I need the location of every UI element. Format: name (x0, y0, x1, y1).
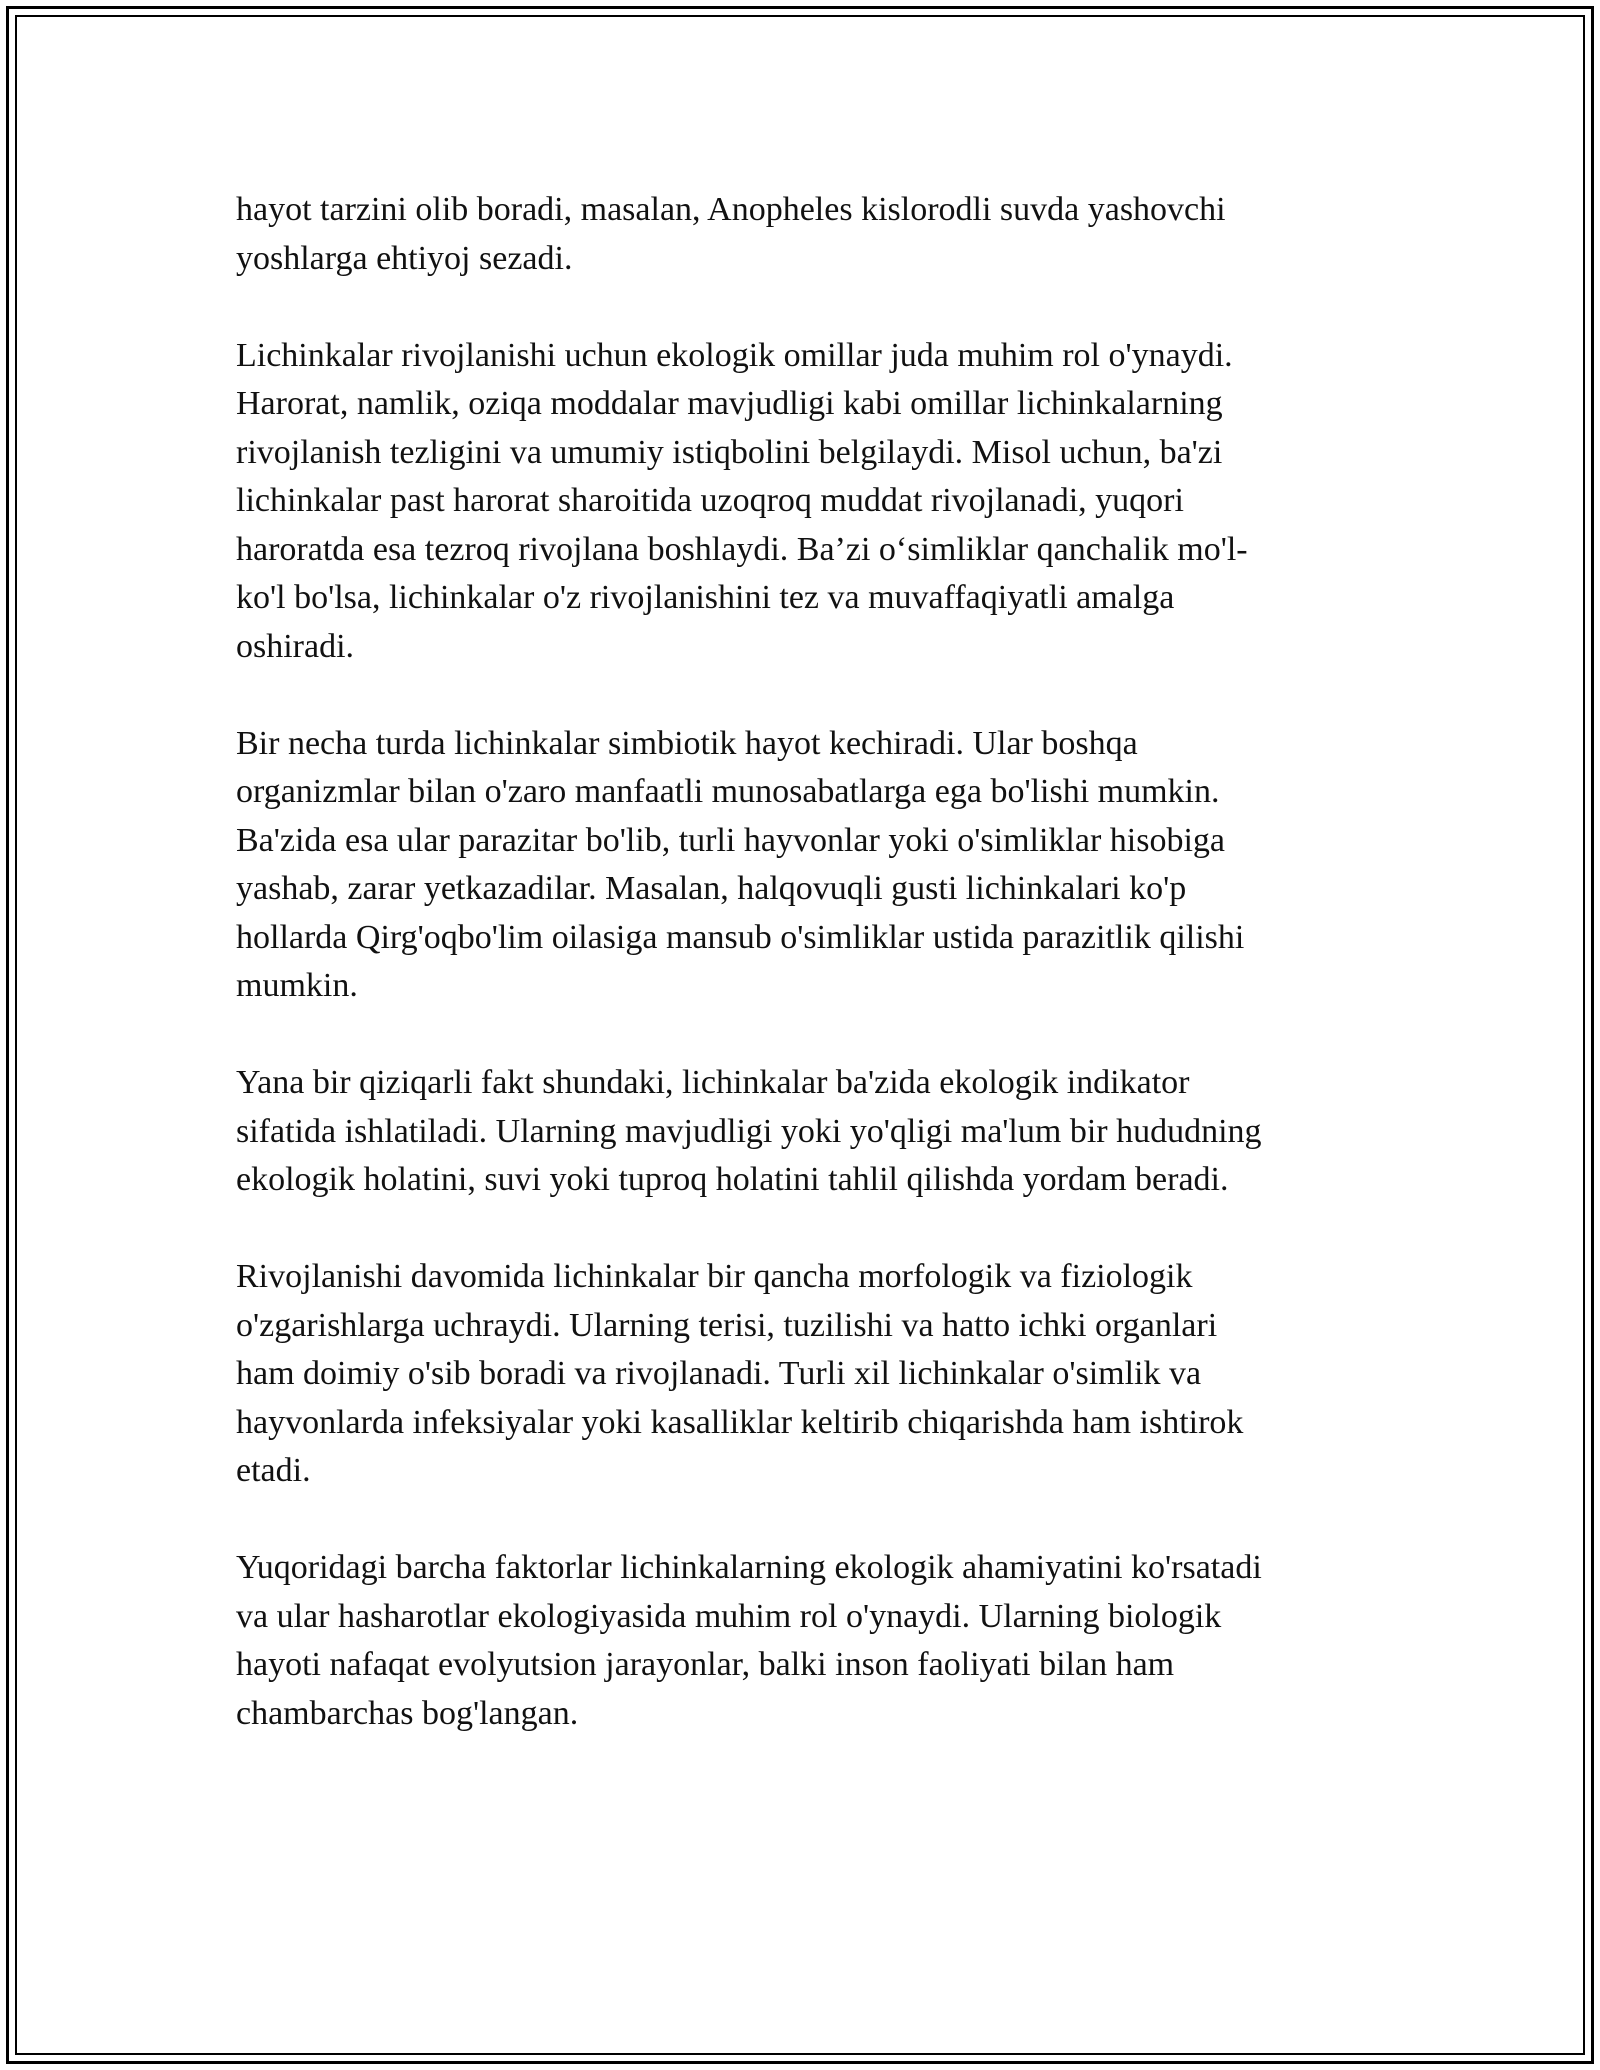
paragraph-6 (236, 1544, 1366, 1738)
text-line: hayvonlarda infeksiyalar yoki kasalliklar keltirib chiqarishda ham ishtirok (236, 1403, 1244, 1441)
text-line: Rivojlanishi davomida lichinkalar bir qancha morfologik va fiziologik (236, 1258, 1193, 1295)
text-line: Lichinkalar rivojlanishi uchun ekologik omillar juda muhim rol o'ynaydi. (236, 336, 1233, 374)
text-line: yashab, zarar yetkazadilar. Masalan, halqovuqli gusti lichinkalari ko'p (236, 870, 1187, 907)
paragraph-4 (236, 1059, 1366, 1205)
text-line: Bir necha turda lichinkalar simbiotik hayot kechiradi. Ular boshqa (236, 724, 1138, 762)
document-body (236, 186, 1366, 1787)
text-line: sifatida ishlatiladi. Ularning mavjudligi yoki yo'qligi ma'lum bir hududning (236, 1112, 1262, 1150)
text-line: organizmlar bilan o'zaro manfaatli munosabatlarga ega bo'lishi mumkin. (236, 773, 1220, 810)
paragraph-1 (236, 186, 1366, 283)
text-line: Yana bir qiziqarli fakt shundaki, lichinkalar ba'zida ekologik indikator (236, 1064, 1190, 1101)
text-line: Harorat, namlik, oziqa moddalar mavjudligi kabi omillar lichinkalarning (236, 385, 1223, 422)
text-line: ham doimiy o'sib boradi va rivojlanadi. Turli xil lichinkalar o'simlik va (236, 1355, 1202, 1392)
text-line: hollarda Qirg'oqbo'lim oilasiga mansub o'simliklar ustida parazitlik qilishi (236, 918, 1245, 956)
text-line: mumkin. (236, 967, 358, 1004)
text-line: va ular hasharotlar ekologiyasida muhim rol o'ynaydi. Ularning biologik (236, 1597, 1222, 1635)
text-line: oshiradi. (236, 627, 355, 665)
paragraph-2 (236, 332, 1366, 672)
text-line: chambarchas bog'langan. (236, 1694, 579, 1732)
text-line: lichinkalar past harorat sharoitida uzoqroq muddat rivojlanadi, yuqori (236, 482, 1184, 519)
text-line: hayoti nafaqat evolyutsion jarayonlar, balki inson faoliyati bilan ham (236, 1646, 1175, 1683)
text-line: haroratda esa tezroq rivojlana boshlaydi. Ba’zi o‘simliklar qanchalik mo'l- (236, 530, 1248, 568)
text-line: rivojlanish tezligini va umumiy istiqbolini belgilaydi. Misol uchun, ba'zi (236, 433, 1223, 471)
paragraph-5 (236, 1253, 1366, 1496)
text-line: Yuqoridagi barcha faktorlar lichinkalarning ekologik ahamiyatini ko'rsatadi (236, 1549, 1262, 1586)
text-line: o'zgarishlarga uchraydi. Ularning terisi, tuzilishi va hatto ichki organlari (236, 1306, 1218, 1344)
text-line: ekologik holatini, suvi yoki tuproq holatini tahlil qilishda yordam beradi. (236, 1161, 1229, 1198)
paragraph-3 (236, 720, 1366, 1011)
text-line: yoshlarga ehtiyoj sezadi. (236, 239, 573, 277)
text-line: hayot tarzini olib boradi, masalan, Anopheles kislorodli suvda yashovchi (236, 191, 1226, 228)
text-line: Ba'zida esa ular parazitar bo'lib, turli hayvonlar yoki o'simliklar hisobiga (236, 821, 1225, 859)
text-line: etadi. (236, 1452, 311, 1489)
text-line: ko'l bo'lsa, lichinkalar o'z rivojlanishini tez va muvaffaqiyatli amalga (236, 579, 1175, 616)
